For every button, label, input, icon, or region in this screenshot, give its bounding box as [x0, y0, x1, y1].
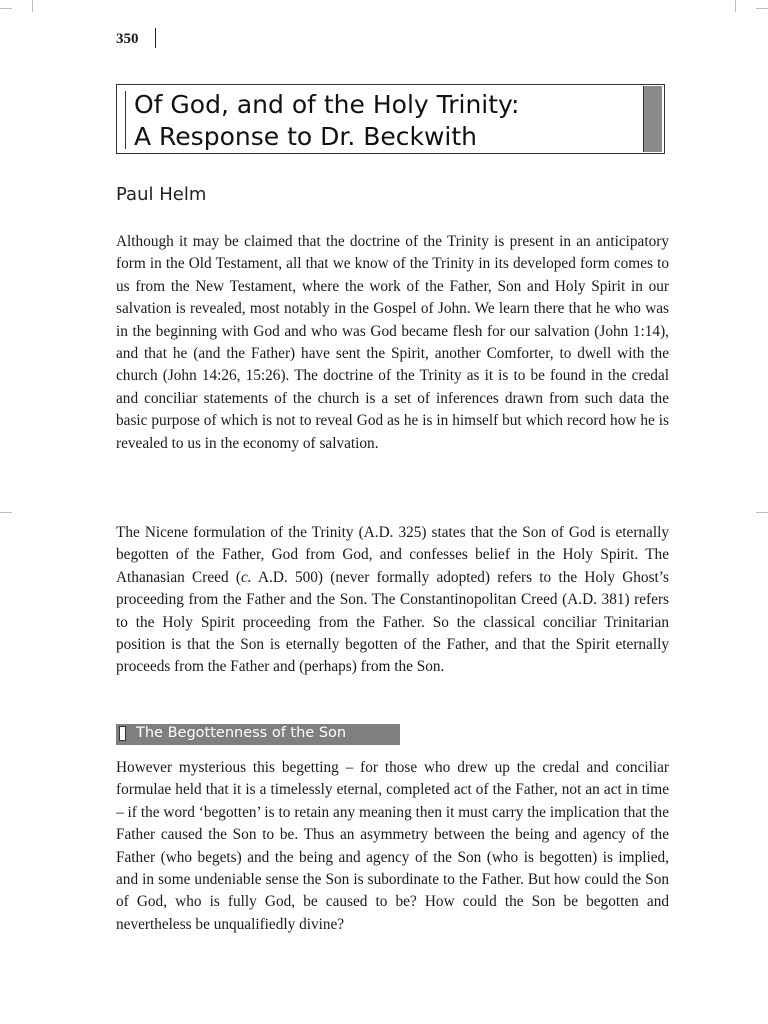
crop-mark-top-right-v: [735, 0, 736, 12]
crop-mark-top-right: [756, 8, 768, 9]
paragraph-2-text-b: A.D. 500) (never formally adopted) refers to the Holy Ghost’s proceeding from the Father and the Son. The Constantinopolitan Creed (A.D. 381) refers to the Holy Spirit proceeding from the Father. So the classical conciliar Trinitarian position is that the Son is eternally begotten of the Father, and that the Spirit eternally proceeds from the Father and (perhaps) from the Son.: [116, 568, 669, 676]
article-title: [134, 89, 519, 153]
body-paragraph-1: Although it may be claimed that the doctrine of the Trinity is present in an anticipatory form in the Old Testament, all that we know of the Trinity in its developed form comes to us from the New Testament, where the work of the Father, Son and Holy Spirit in our salvation is revealed, most notably in the Gospel of John. We learn there that he who was in the beginning with God and who was God became flesh for our salvation (John 1:14), and that he (and the Father) have sent the Spirit, another Comforter, to dwell with the church (John 14:26, 15:26). The doctrine of the Trinity as it is to be found in the credal and conciliar statements of the church is a set of inferences drawn from such data the basic purpose of which is not to reveal God as he is in himself but which record how he is revealed to us in the economy of salvation.: [116, 233, 669, 452]
title-inner-rule: [125, 91, 126, 149]
section-heading-mark: [119, 726, 126, 741]
body-paragraph-2: [116, 522, 669, 679]
section-heading-label: The Begottenness of the Son: [136, 725, 347, 741]
crop-mark-top-left: [0, 8, 12, 9]
paragraph-2-text-a: The Nicene formulation of the Trinity (A.D. 325) states that the Son of God is eternally begotten of the Father, God from God, and confesses belief in the Holy Spirit. The Athanasian Creed (: [116, 524, 669, 586]
body-paragraph-3: However mysterious this begetting – for those who drew up the credal and conciliar formulae held that it is a timelessly eternal, completed act of the Father, not an act in time – if the word ‘begotten’ is to retain any meaning then it must carry the implication that the Father caused the Son to be. Thus an asymmetry between the being and agency of the Father (who begets) and the being and agency of the Son (who is begotten) is implied, and in some undeniable sense the Son is subordinate to the Father. But how could the Son of God, who is fully God, be caused to be? How could the Son be begotten and nevertheless be unqualifiedly divine?: [116, 759, 669, 933]
crop-mark-top-left-v: [32, 0, 33, 12]
page-header: [116, 28, 139, 50]
crop-mark-mid-left: [0, 512, 12, 513]
article-title-line-1: Of God, and of the Holy Trinity:: [134, 90, 520, 119]
title-box: [116, 84, 665, 154]
paragraph-2-italic-circa: c.: [240, 568, 252, 586]
page-number: 350: [116, 31, 139, 47]
crop-mark-mid-right: [756, 512, 768, 513]
author-name: Paul Helm: [116, 184, 207, 205]
title-accent-bar: [643, 86, 662, 152]
header-rule: [155, 28, 156, 48]
article-title-line-2: A Response to Dr. Beckwith: [134, 122, 478, 151]
section-heading-bar: [116, 724, 400, 745]
